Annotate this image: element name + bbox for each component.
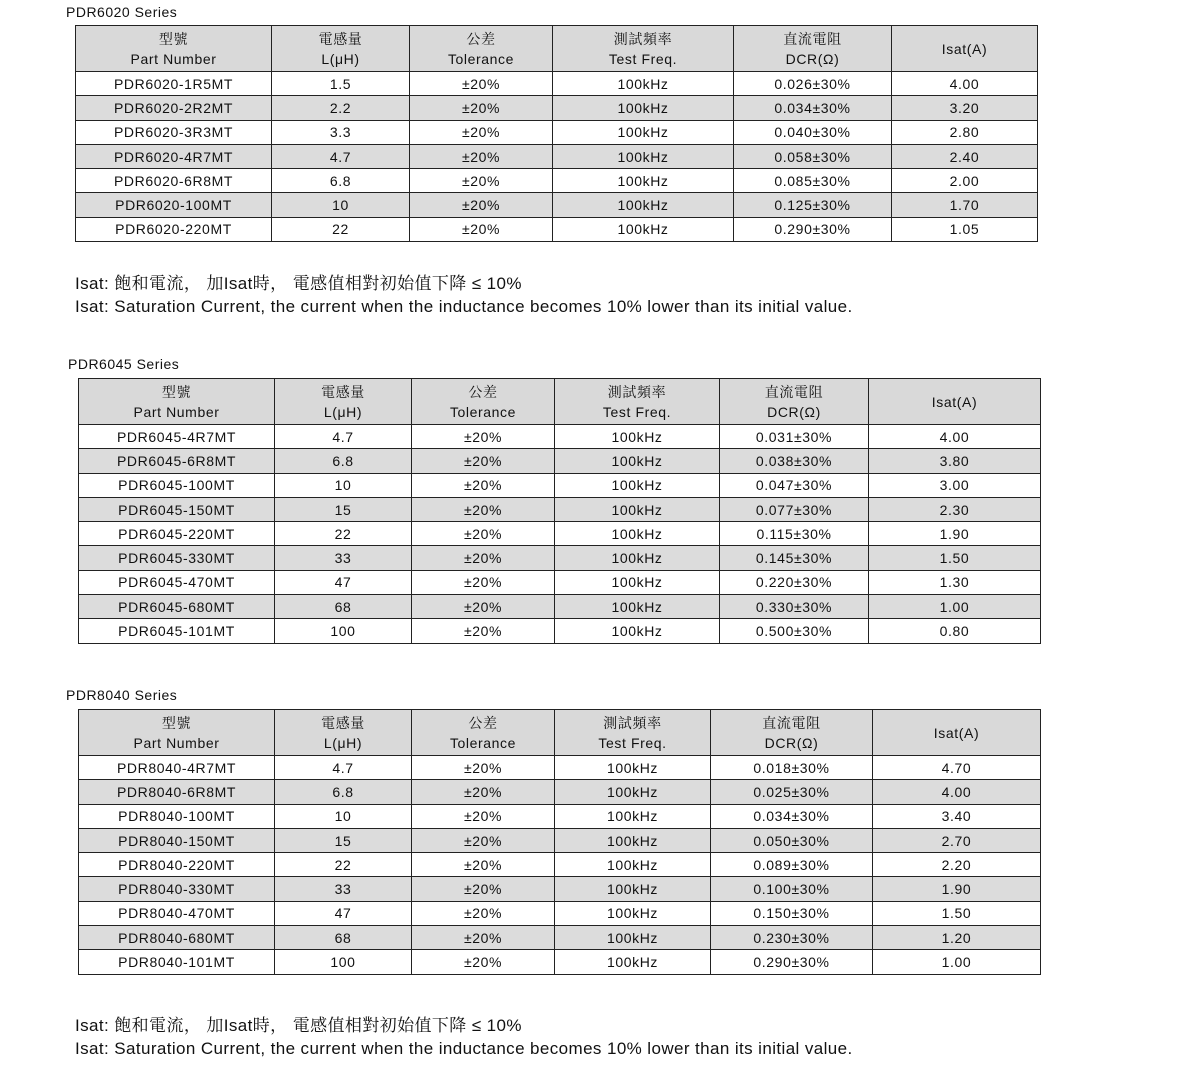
table-row bbox=[79, 901, 1041, 925]
part-number-cell: PDR8040-330MT bbox=[79, 877, 275, 901]
header-label-zh: 電感量 bbox=[318, 30, 363, 47]
spec-table-pdr6045 bbox=[78, 378, 1041, 644]
test-freq-cell: 100kHz bbox=[553, 169, 734, 193]
dcr-cell: 0.034±30% bbox=[734, 96, 892, 120]
test-freq-header bbox=[555, 379, 720, 425]
isat-cell: 1.90 bbox=[869, 522, 1041, 546]
inductance-cell: 68 bbox=[275, 926, 412, 950]
tolerance-cell: ±20% bbox=[412, 473, 555, 497]
note-en: Isat: Saturation Current, the current when the inductance becomes 10% lower than its initial value. bbox=[75, 1039, 853, 1058]
test-freq-header bbox=[553, 26, 734, 72]
header-label-en: Part Number bbox=[130, 50, 217, 67]
test-freq-header bbox=[555, 710, 711, 756]
tolerance-header bbox=[412, 710, 555, 756]
isat-cell: 1.30 bbox=[869, 570, 1041, 594]
inductance-cell: 100 bbox=[275, 619, 412, 643]
tolerance-cell: ±20% bbox=[410, 96, 553, 120]
tolerance-cell: ±20% bbox=[410, 193, 553, 217]
test-freq-cell: 100kHz bbox=[555, 619, 720, 643]
test-freq-cell: 100kHz bbox=[555, 804, 711, 828]
test-freq-cell: 100kHz bbox=[555, 497, 720, 521]
tolerance-cell: ±20% bbox=[412, 425, 555, 449]
part-number-cell: PDR6020-2R2MT bbox=[76, 96, 272, 120]
inductance-cell: 22 bbox=[275, 522, 412, 546]
isat-cell: 0.80 bbox=[869, 619, 1041, 643]
test-freq-cell: 100kHz bbox=[555, 853, 711, 877]
inductance-cell: 4.7 bbox=[275, 425, 412, 449]
test-freq-cell: 100kHz bbox=[555, 546, 720, 570]
inductance-cell: 100 bbox=[275, 950, 412, 974]
tolerance-cell: ±20% bbox=[410, 120, 553, 144]
isat-header: Isat(A) bbox=[892, 26, 1038, 72]
part-number-cell: PDR6020-220MT bbox=[76, 217, 272, 241]
table-row bbox=[76, 96, 1038, 120]
inductance-cell: 47 bbox=[275, 570, 412, 594]
inductance-cell: 47 bbox=[275, 901, 412, 925]
tolerance-cell: ±20% bbox=[412, 877, 555, 901]
dcr-cell: 0.220±30% bbox=[720, 570, 869, 594]
part-number-cell: PDR6045-4R7MT bbox=[79, 425, 275, 449]
test-freq-cell: 100kHz bbox=[555, 828, 711, 852]
part-number-header bbox=[76, 26, 272, 72]
part-number-cell: PDR6045-6R8MT bbox=[79, 449, 275, 473]
header-row bbox=[79, 379, 1041, 425]
series-title: PDR6045 Series bbox=[68, 356, 180, 372]
header-label-en: Part Number bbox=[133, 734, 220, 751]
inductance-header bbox=[275, 710, 412, 756]
header-label-en: Part Number bbox=[133, 403, 220, 420]
header-label-zh: 直流電阻 bbox=[762, 714, 821, 731]
dcr-cell: 0.058±30% bbox=[734, 144, 892, 168]
dcr-cell: 0.047±30% bbox=[720, 473, 869, 497]
table-row bbox=[76, 217, 1038, 241]
table-row bbox=[79, 473, 1041, 497]
isat-cell: 2.40 bbox=[892, 144, 1038, 168]
isat-header: Isat(A) bbox=[873, 710, 1041, 756]
test-freq-cell: 100kHz bbox=[553, 217, 734, 241]
part-number-cell: PDR6045-470MT bbox=[79, 570, 275, 594]
dcr-cell: 0.145±30% bbox=[720, 546, 869, 570]
test-freq-cell: 100kHz bbox=[555, 595, 720, 619]
inductance-cell: 4.7 bbox=[275, 756, 412, 780]
header-label-zh: 型號 bbox=[161, 383, 192, 400]
header-label-en: DCR(Ω) bbox=[764, 734, 819, 751]
test-freq-cell: 100kHz bbox=[555, 901, 711, 925]
dcr-header bbox=[720, 379, 869, 425]
inductance-cell: 10 bbox=[272, 193, 410, 217]
table-row bbox=[79, 828, 1041, 852]
tolerance-cell: ±20% bbox=[412, 780, 555, 804]
inductance-cell: 15 bbox=[275, 497, 412, 521]
dcr-cell: 0.050±30% bbox=[711, 828, 873, 852]
dcr-cell: 0.330±30% bbox=[720, 595, 869, 619]
isat-cell: 2.30 bbox=[869, 497, 1041, 521]
table-row bbox=[79, 619, 1041, 643]
table-row bbox=[76, 120, 1038, 144]
dcr-cell: 0.026±30% bbox=[734, 72, 892, 96]
test-freq-cell: 100kHz bbox=[553, 144, 734, 168]
isat-cell: 3.20 bbox=[892, 96, 1038, 120]
tolerance-cell: ±20% bbox=[412, 853, 555, 877]
test-freq-cell: 100kHz bbox=[555, 950, 711, 974]
test-freq-cell: 100kHz bbox=[553, 120, 734, 144]
test-freq-cell: 100kHz bbox=[555, 926, 711, 950]
header-label-en: L(μH) bbox=[321, 50, 360, 67]
test-freq-cell: 100kHz bbox=[555, 522, 720, 546]
test-freq-cell: 100kHz bbox=[555, 570, 720, 594]
isat-cell: 1.90 bbox=[873, 877, 1041, 901]
inductance-header bbox=[272, 26, 410, 72]
isat-cell: 4.70 bbox=[873, 756, 1041, 780]
header-label-en: Test Freq. bbox=[602, 403, 672, 420]
part-number-header bbox=[79, 379, 275, 425]
part-number-cell: PDR6045-220MT bbox=[79, 522, 275, 546]
isat-cell: 1.00 bbox=[873, 950, 1041, 974]
series-title: PDR8040 Series bbox=[66, 687, 178, 703]
table-row bbox=[79, 425, 1041, 449]
dcr-cell: 0.100±30% bbox=[711, 877, 873, 901]
inductance-cell: 6.8 bbox=[275, 449, 412, 473]
test-freq-cell: 100kHz bbox=[553, 193, 734, 217]
dcr-header bbox=[734, 26, 892, 72]
inductance-cell: 33 bbox=[275, 546, 412, 570]
test-freq-cell: 100kHz bbox=[555, 473, 720, 497]
inductance-cell: 1.5 bbox=[272, 72, 410, 96]
header-label-en: Tolerance bbox=[447, 50, 515, 67]
table-row bbox=[79, 926, 1041, 950]
series-title: PDR6020 Series bbox=[66, 4, 178, 20]
inductance-cell: 2.2 bbox=[272, 96, 410, 120]
header-label-en: DCR(Ω) bbox=[767, 403, 821, 420]
inductance-cell: 22 bbox=[275, 853, 412, 877]
dcr-cell: 0.500±30% bbox=[720, 619, 869, 643]
isat-cell: 2.00 bbox=[892, 169, 1038, 193]
part-number-cell: PDR6020-3R3MT bbox=[76, 120, 272, 144]
part-number-cell: PDR8040-220MT bbox=[79, 853, 275, 877]
part-number-cell: PDR6045-101MT bbox=[79, 619, 275, 643]
tolerance-cell: ±20% bbox=[412, 497, 555, 521]
tolerance-header bbox=[412, 379, 555, 425]
table-row bbox=[76, 193, 1038, 217]
inductance-cell: 10 bbox=[275, 473, 412, 497]
tolerance-cell: ±20% bbox=[412, 950, 555, 974]
isat-cell: 4.00 bbox=[873, 780, 1041, 804]
test-freq-cell: 100kHz bbox=[553, 72, 734, 96]
part-number-cell: PDR6020-4R7MT bbox=[76, 144, 272, 168]
table-row bbox=[79, 877, 1041, 901]
header-label-zh: 公差 bbox=[466, 30, 496, 47]
inductance-cell: 15 bbox=[275, 828, 412, 852]
inductance-header bbox=[275, 379, 412, 425]
dcr-cell: 0.115±30% bbox=[720, 522, 869, 546]
part-number-cell: PDR6020-6R8MT bbox=[76, 169, 272, 193]
part-number-cell: PDR6045-150MT bbox=[79, 497, 275, 521]
header-label-en: Test Freq. bbox=[608, 50, 678, 67]
part-number-cell: PDR8040-101MT bbox=[79, 950, 275, 974]
dcr-cell: 0.150±30% bbox=[711, 901, 873, 925]
part-number-cell: PDR6020-100MT bbox=[76, 193, 272, 217]
header-label-zh: 測試頻率 bbox=[613, 30, 673, 47]
part-number-cell: PDR6045-330MT bbox=[79, 546, 275, 570]
tolerance-cell: ±20% bbox=[412, 595, 555, 619]
test-freq-cell: 100kHz bbox=[555, 877, 711, 901]
tolerance-cell: ±20% bbox=[412, 901, 555, 925]
spec-table-pdr8040 bbox=[78, 709, 1041, 975]
dcr-cell: 0.077±30% bbox=[720, 497, 869, 521]
header-label-en: Test Freq. bbox=[598, 734, 667, 751]
header-label-zh: 直流電阻 bbox=[783, 30, 842, 47]
inductance-cell: 68 bbox=[275, 595, 412, 619]
table-row bbox=[76, 169, 1038, 193]
isat-cell: 4.00 bbox=[869, 425, 1041, 449]
table-row bbox=[79, 522, 1041, 546]
tolerance-cell: ±20% bbox=[412, 828, 555, 852]
part-number-cell: PDR6045-100MT bbox=[79, 473, 275, 497]
header-label-en: L(μH) bbox=[323, 734, 363, 751]
part-number-cell: PDR8040-150MT bbox=[79, 828, 275, 852]
header-label-zh: 公差 bbox=[468, 383, 498, 400]
dcr-cell: 0.085±30% bbox=[734, 169, 892, 193]
note-en: Isat: Saturation Current, the current when the inductance becomes 10% lower than its initial value. bbox=[75, 297, 853, 316]
dcr-cell: 0.031±30% bbox=[720, 425, 869, 449]
test-freq-cell: 100kHz bbox=[555, 780, 711, 804]
dcr-cell: 0.018±30% bbox=[711, 756, 873, 780]
table-row bbox=[79, 804, 1041, 828]
isat-cell: 1.20 bbox=[873, 926, 1041, 950]
inductance-cell: 4.7 bbox=[272, 144, 410, 168]
isat-cell: 4.00 bbox=[892, 72, 1038, 96]
isat-cell: 1.50 bbox=[869, 546, 1041, 570]
tolerance-cell: ±20% bbox=[410, 217, 553, 241]
header-label-en: L(μH) bbox=[323, 403, 363, 420]
table-row bbox=[79, 497, 1041, 521]
tolerance-cell: ±20% bbox=[412, 546, 555, 570]
tolerance-cell: ±20% bbox=[410, 72, 553, 96]
part-number-header bbox=[79, 710, 275, 756]
dcr-cell: 0.040±30% bbox=[734, 120, 892, 144]
isat-cell: 1.70 bbox=[892, 193, 1038, 217]
note-zh: Isat: 飽和電流， 加Isat時， 電感值相對初始值下降 ≤ 10% bbox=[75, 1016, 522, 1035]
isat-cell: 1.05 bbox=[892, 217, 1038, 241]
part-number-cell: PDR8040-6R8MT bbox=[79, 780, 275, 804]
table-row bbox=[79, 449, 1041, 473]
test-freq-cell: 100kHz bbox=[555, 756, 711, 780]
isat-cell: 1.50 bbox=[873, 901, 1041, 925]
header-label-zh: 直流電阻 bbox=[764, 383, 824, 400]
table-row bbox=[79, 853, 1041, 877]
dcr-cell: 0.089±30% bbox=[711, 853, 873, 877]
header-label-en: Tolerance bbox=[449, 734, 517, 751]
dcr-cell: 0.125±30% bbox=[734, 193, 892, 217]
header-label-zh: 測試頻率 bbox=[603, 714, 662, 731]
isat-cell: 2.70 bbox=[873, 828, 1041, 852]
test-freq-cell: 100kHz bbox=[553, 96, 734, 120]
dcr-cell: 0.038±30% bbox=[720, 449, 869, 473]
dcr-cell: 0.230±30% bbox=[711, 926, 873, 950]
isat-cell: 2.80 bbox=[892, 120, 1038, 144]
part-number-cell: PDR8040-4R7MT bbox=[79, 756, 275, 780]
tolerance-cell: ±20% bbox=[412, 804, 555, 828]
header-label-zh: 公差 bbox=[468, 714, 498, 731]
table-row bbox=[79, 756, 1041, 780]
table-row bbox=[79, 950, 1041, 974]
header-label-zh: 型號 bbox=[158, 30, 189, 47]
header-label-zh: 電感量 bbox=[321, 714, 365, 731]
isat-header: Isat(A) bbox=[869, 379, 1041, 425]
part-number-cell: PDR8040-470MT bbox=[79, 901, 275, 925]
tolerance-cell: ±20% bbox=[410, 169, 553, 193]
isat-cell: 3.80 bbox=[869, 449, 1041, 473]
inductance-cell: 6.8 bbox=[275, 780, 412, 804]
tolerance-cell: ±20% bbox=[412, 449, 555, 473]
tolerance-cell: ±20% bbox=[412, 570, 555, 594]
part-number-cell: PDR6020-1R5MT bbox=[76, 72, 272, 96]
isat-cell: 2.20 bbox=[873, 853, 1041, 877]
dcr-header bbox=[711, 710, 873, 756]
inductance-cell: 33 bbox=[275, 877, 412, 901]
dcr-cell: 0.290±30% bbox=[711, 950, 873, 974]
dcr-cell: 0.034±30% bbox=[711, 804, 873, 828]
table-row bbox=[79, 570, 1041, 594]
inductance-cell: 3.3 bbox=[272, 120, 410, 144]
header-label-zh: 型號 bbox=[161, 714, 192, 731]
table-row bbox=[76, 144, 1038, 168]
table-row bbox=[76, 72, 1038, 96]
table-row bbox=[79, 780, 1041, 804]
tolerance-cell: ±20% bbox=[412, 756, 555, 780]
inductance-cell: 6.8 bbox=[272, 169, 410, 193]
inductance-cell: 22 bbox=[272, 217, 410, 241]
header-label-en: DCR(Ω) bbox=[785, 50, 840, 67]
table-row bbox=[79, 546, 1041, 570]
table-row bbox=[79, 595, 1041, 619]
header-label-zh: 測試頻率 bbox=[607, 383, 667, 400]
tolerance-header bbox=[410, 26, 553, 72]
header-label-en: Tolerance bbox=[449, 403, 517, 420]
isat-cell: 3.40 bbox=[873, 804, 1041, 828]
header-row bbox=[76, 26, 1038, 72]
test-freq-cell: 100kHz bbox=[555, 449, 720, 473]
header-label-zh: 電感量 bbox=[321, 383, 365, 400]
note-zh: Isat: 飽和電流， 加Isat時， 電感值相對初始值下降 ≤ 10% bbox=[75, 274, 522, 293]
part-number-cell: PDR8040-100MT bbox=[79, 804, 275, 828]
dcr-cell: 0.290±30% bbox=[734, 217, 892, 241]
dcr-cell: 0.025±30% bbox=[711, 780, 873, 804]
header-row bbox=[79, 710, 1041, 756]
spec-table-pdr6020 bbox=[75, 25, 1038, 242]
tolerance-cell: ±20% bbox=[410, 144, 553, 168]
part-number-cell: PDR8040-680MT bbox=[79, 926, 275, 950]
tolerance-cell: ±20% bbox=[412, 522, 555, 546]
inductance-cell: 10 bbox=[275, 804, 412, 828]
tolerance-cell: ±20% bbox=[412, 926, 555, 950]
isat-cell: 3.00 bbox=[869, 473, 1041, 497]
tolerance-cell: ±20% bbox=[412, 619, 555, 643]
part-number-cell: PDR6045-680MT bbox=[79, 595, 275, 619]
test-freq-cell: 100kHz bbox=[555, 425, 720, 449]
isat-cell: 1.00 bbox=[869, 595, 1041, 619]
